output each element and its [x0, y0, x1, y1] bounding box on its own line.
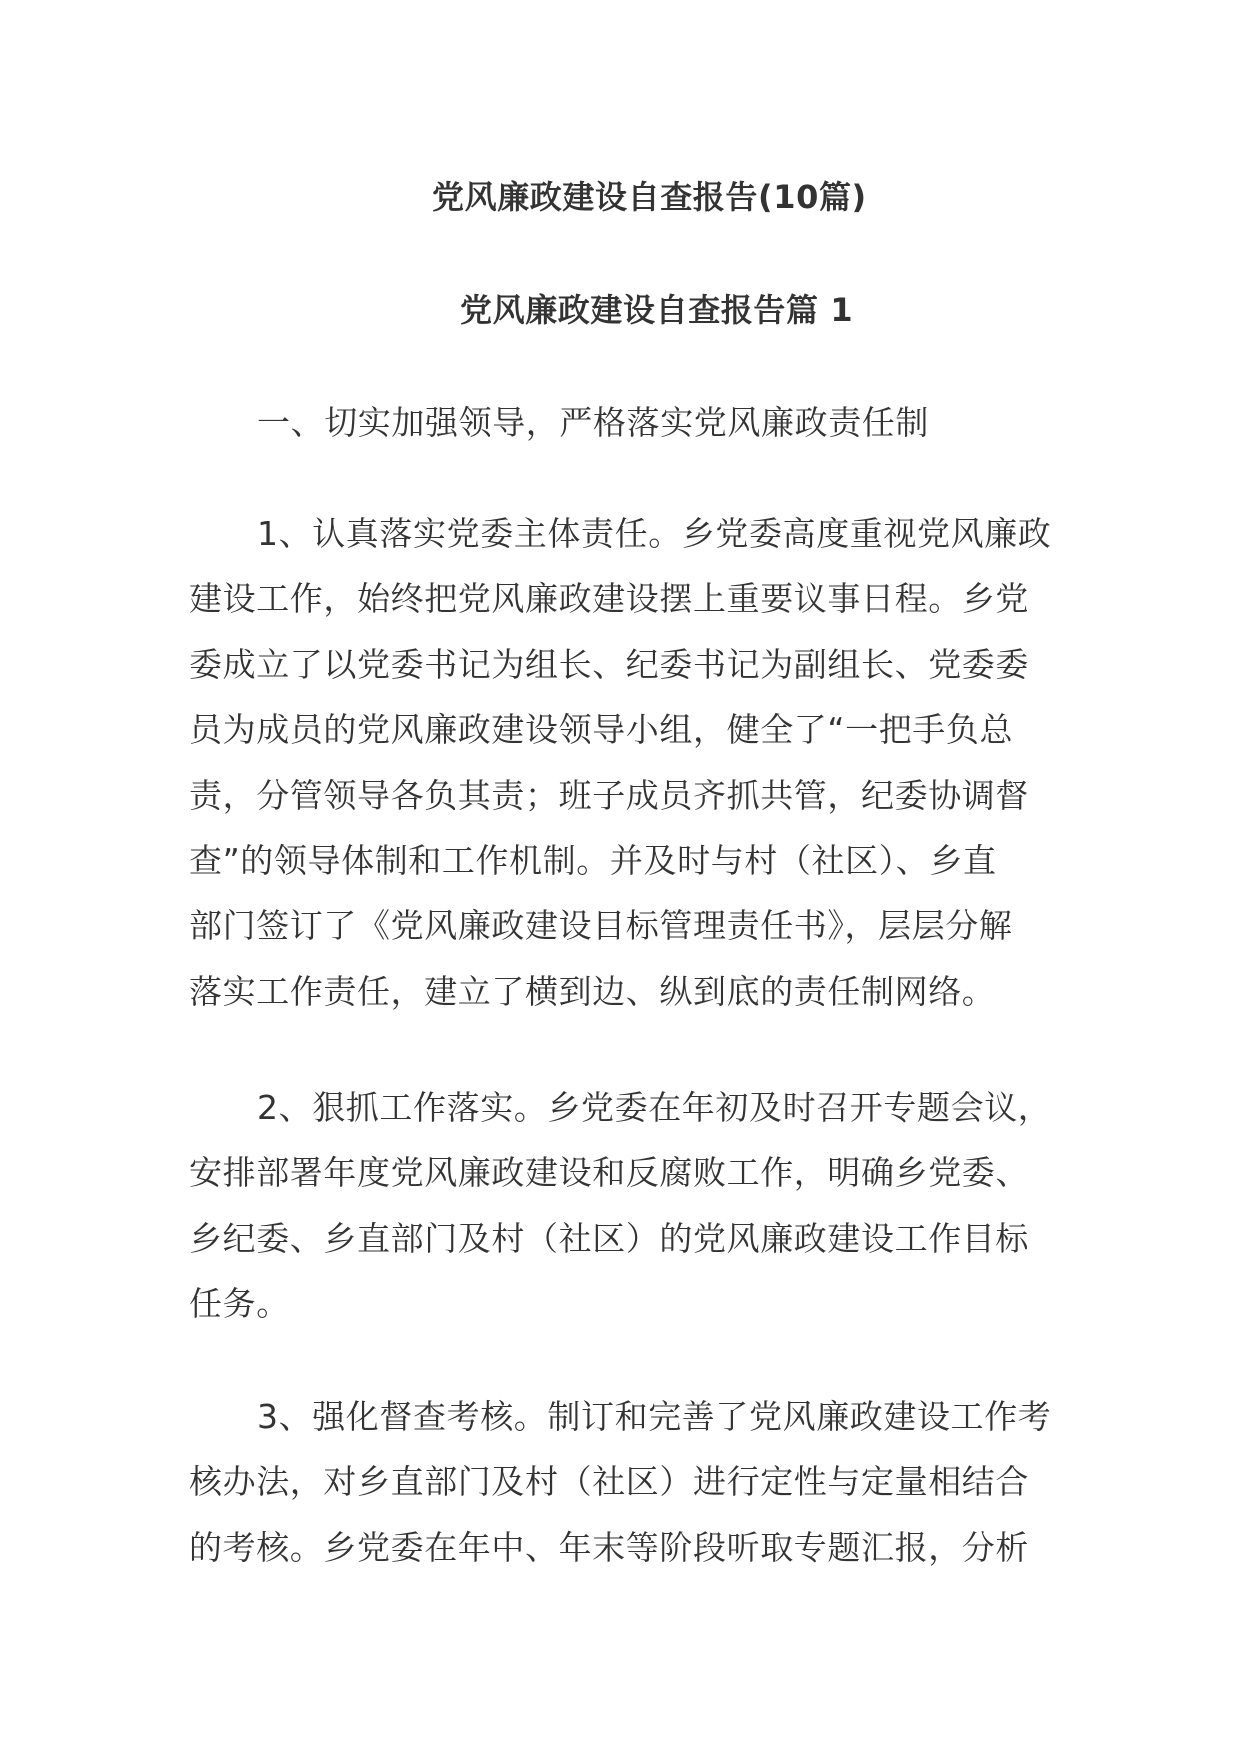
paragraph-1-line: 员为成员的党风廉政建设领导小组，健全了“一把手负总: [189, 710, 1014, 750]
document-subtitle: 党风廉政建设自查报告篇 1: [460, 291, 854, 329]
section-heading: 一、切实加强领导，严格落实党风廉政责任制: [257, 403, 929, 442]
paragraph-2-line: 安排部署年度党风廉政建设和反腐败工作，明确乡党委、: [189, 1153, 1029, 1193]
paragraph-2-line: 2、狠抓工作落实。乡党委在年初及时召开专题会议，: [257, 1088, 1052, 1127]
document-title: 党风廉政建设自查报告(10篇): [432, 178, 867, 216]
paragraph-2-line: 乡纪委、乡直部门及村（社区）的党风廉政建设工作目标: [189, 1218, 1029, 1258]
paragraph-3-line: 3、强化督查考核。制订和完善了党风廉政建设工作考: [257, 1397, 1052, 1436]
paragraph-1-line: 落实工作责任，建立了横到边、纵到底的责任制网络。: [189, 971, 996, 1011]
paragraph-1-line: 1、认真落实党委主体责任。乡党委高度重视党风廉政: [257, 514, 1052, 553]
paragraph-1-line: 查”的领导体制和工作机制。并及时与村（社区）、乡直: [189, 841, 997, 880]
paragraph-2-line: 任务。: [189, 1284, 290, 1324]
paragraph-1-line: 委成立了以党委书记为组长、纪委书记为副组长、党委委: [189, 644, 1029, 684]
paragraph-3-line: 核办法，对乡直部门及村（社区）进行定性与定量相结合: [189, 1462, 1029, 1502]
paragraph-1-line: 责，分管领导各负其责；班子成员齐抓共管，纪委协调督: [189, 775, 1029, 815]
paragraph-1-line: 部门签订了《党风廉政建设目标管理责任书》，层层分解: [189, 906, 1013, 946]
paragraph-3-line: 的考核。乡党委在年中、年末等阶段听取专题汇报，分析: [189, 1527, 1029, 1567]
paragraph-1-line: 建设工作，始终把党风廉政建设摆上重要议事日程。乡党: [189, 579, 1029, 619]
